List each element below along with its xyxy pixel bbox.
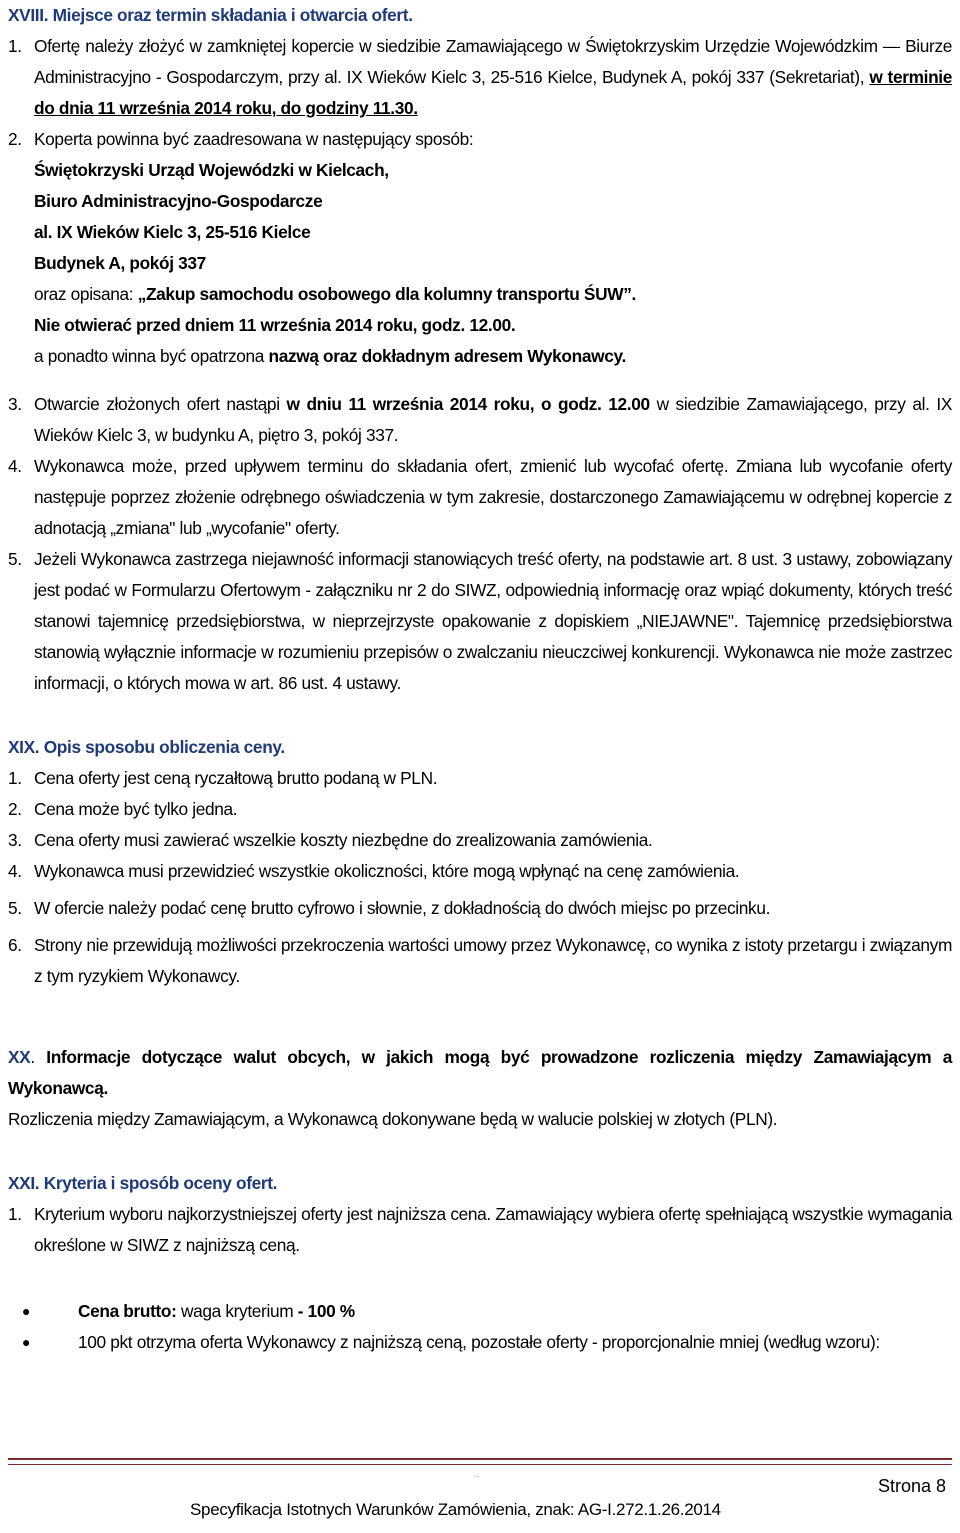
section-heading-text: Informacje dotyczące walut obcych, w jakich mogą być prowadzone rozliczenia między Zamawiającym a Wykonawcą. bbox=[8, 1047, 952, 1098]
item-number: 2. bbox=[8, 129, 22, 149]
currency-statement: Rozliczenia między Zamawiającym, a Wykonawcą dokonywane będą w walucie polskiej w złotych (PLN). bbox=[8, 1109, 778, 1129]
item-number: 5. bbox=[8, 898, 22, 918]
list-item bbox=[8, 794, 952, 825]
list-item bbox=[8, 893, 952, 924]
item-number: 6. bbox=[8, 935, 22, 955]
deadline-text: w terminie do dnia 11 września 2014 roku, do godziny 11.30. bbox=[34, 67, 952, 118]
section-heading-xix: XIX. Opis sposobu obliczenia ceny. bbox=[8, 737, 285, 757]
item-text: Cena może być tylko jedna. bbox=[34, 799, 238, 819]
criterion-name: Cena brutto: bbox=[78, 1301, 177, 1321]
item-text bbox=[34, 31, 952, 124]
item-number: 3. bbox=[8, 394, 22, 414]
s21-item-1 bbox=[8, 1199, 952, 1261]
section-number: XX bbox=[8, 1047, 31, 1067]
criterion-text bbox=[78, 1296, 952, 1327]
envelope-address bbox=[8, 155, 952, 372]
sender-note-bold: nazwą oraz dokładnym adresem Wykonawcy. bbox=[268, 346, 626, 366]
criterion-weight-label: waga kryterium bbox=[176, 1301, 298, 1321]
footer-title: Specyfikacja Istotnych Warunków Zamówienia, znak: AG-I.272.1.26.2014 bbox=[190, 1500, 721, 1519]
item-text: Cena oferty musi zawierać wszelkie koszty niezbędne do zrealizowania zamówienia. bbox=[34, 830, 653, 850]
address-line-4: Budynek A, pokój 337 bbox=[34, 253, 206, 273]
section-heading-xx bbox=[8, 1042, 952, 1104]
item-text-main: Ofertę należy złożyć w zamkniętej kopercie w siedzibie Zamawiającego w Świętokrzyskim Urzędzie Wojewódzkim — Biurze Administracyjno - Gospodarczym, przy al. IX Wieków Kielc 3, 25-516 Kielce, Budynek A, pokój 337 (Sekretariat), bbox=[34, 36, 952, 87]
s18-item-2 bbox=[8, 124, 952, 155]
section-number-dot: . bbox=[30, 1047, 35, 1067]
item-number: 3. bbox=[8, 830, 22, 850]
list-item bbox=[8, 825, 952, 856]
footer-mark: .. bbox=[475, 1470, 480, 1479]
scoring-bullet bbox=[8, 1327, 952, 1358]
item-text: Wykonawca musi przewidzieć wszystkie okoliczności, które mogą wpłynąć na cenę zamówienia. bbox=[34, 861, 740, 881]
list-item bbox=[8, 763, 952, 794]
opening-date: w dniu 11 września 2014 roku, o godz. 12.00 bbox=[286, 394, 650, 414]
item-text: Wykonawca może, przed upływem terminu do składania ofert, zmienić lub wycofać ofertę. Zmiana lub wycofanie oferty następuje poprzez złożenie odrębnego oświadczenia w tym zakresie, dostarczonego Zamawiającemu w odrębnej kopercie z adnotacją „zmiana" lub „wycofanie" oferty. bbox=[34, 456, 952, 538]
s18-item-1 bbox=[8, 31, 952, 124]
item-number: 4. bbox=[8, 861, 22, 881]
item-number: 1. bbox=[8, 768, 22, 788]
address-line-1: Świętokrzyski Urząd Wojewódzki w Kielcach, bbox=[34, 160, 389, 180]
do-not-open-note: Nie otwierać przed dniem 11 września 2014 roku, godz. 12.00. bbox=[34, 315, 516, 335]
opening-text-a: Otwarcie złożonych ofert nastąpi bbox=[34, 394, 287, 414]
list-item bbox=[8, 856, 952, 887]
s18-item-3 bbox=[8, 389, 952, 451]
footer-divider bbox=[8, 1458, 952, 1465]
item-number: 4. bbox=[8, 456, 22, 476]
sender-note bbox=[34, 341, 952, 372]
item-number: 1. bbox=[8, 36, 22, 56]
price-rules-list bbox=[8, 763, 952, 992]
item-number: 5. bbox=[8, 549, 22, 569]
bullet-icon: ● bbox=[22, 1303, 31, 1319]
address-line-2: Biuro Administracyjno-Gospodarcze bbox=[34, 191, 323, 211]
scoring-text: 100 pkt otrzyma oferta Wykonawcy z najniższą ceną, pozostałe oferty - proporcjonalnie mniej (według wzoru): bbox=[78, 1332, 880, 1352]
item-text: Cena oferty jest ceną ryczałtową brutto podaną w PLN. bbox=[34, 768, 438, 788]
item-text: Kryterium wyboru najkorzystniejszej oferty jest najniższa cena. Zamawiający wybiera ofertę spełniającą wszystkie wymagania określone w SIWZ z najniższą ceną. bbox=[34, 1204, 952, 1255]
opening-text-c: w siedzibie Zamawiającego, przy al. IX Wieków Kielc 3, w budynku A, piętro 3, pokój 337. bbox=[34, 394, 952, 445]
section-heading-xviii: XVIII. Miejsce oraz termin składania i otwarcia ofert. bbox=[8, 5, 413, 25]
item-number: 1. bbox=[8, 1204, 22, 1224]
item-text: Strony nie przewidują możliwości przekroczenia wartości umowy przez Wykonawcę, co wynika z istoty przetargu i związanym z tym ryzykiem Wykonawcy. bbox=[34, 935, 952, 986]
s18-item-4 bbox=[8, 451, 952, 544]
item-text: Koperta powinna być zaadresowana w następujący sposób: bbox=[34, 129, 474, 149]
section-heading-xxi: XXI. Kryteria i sposób oceny ofert. bbox=[8, 1173, 278, 1193]
criterion-bullet bbox=[8, 1296, 952, 1327]
envelope-description bbox=[34, 279, 952, 310]
s18-item-5 bbox=[8, 544, 952, 699]
sender-note-text: a ponadto winna być opatrzona bbox=[34, 346, 269, 366]
item-text: Jeżeli Wykonawca zastrzega niejawność informacji stanowiących treść oferty, na podstawie art. 8 ust. 3 ustawy, zobowiązany jest podać w Formularzu Ofertowym - załączniku nr 2 do SIWZ, odpowiednią informację oraz wpiąć dokumenty, których treść stanowi tajemnicę przedsiębiorstwa, w nieprzejrzyste opakowanie z dopiskiem „NIEJAWNE". Tajemnicę przedsiębiorstwa stanowią wyłącznie informacje w rozumieniu przepisów o zwalczaniu nieuczciwej konkurencji. Wykonawca nie może zastrzec informacji, o których mowa w art. 86 ust. 4 ustawy. bbox=[34, 549, 952, 693]
envelope-description-label: oraz opisana: bbox=[34, 284, 138, 304]
item-number: 2. bbox=[8, 799, 22, 819]
item-text bbox=[34, 389, 952, 451]
document-body bbox=[8, 0, 952, 1358]
address-line-3: al. IX Wieków Kielc 3, 25-516 Kielce bbox=[34, 222, 311, 242]
envelope-title: „Zakup samochodu osobowego dla kolumny transportu ŚUW”. bbox=[137, 284, 636, 304]
bullet-icon: ● bbox=[22, 1334, 31, 1350]
list-item bbox=[8, 930, 952, 992]
criterion-weight: - 100 % bbox=[297, 1301, 355, 1321]
page-number: Strona 8 bbox=[877, 1476, 946, 1496]
item-text: W ofercie należy podać cenę brutto cyfrowo i słownie, z dokładnością do dwóch miejsc po przecinku. bbox=[34, 898, 771, 918]
